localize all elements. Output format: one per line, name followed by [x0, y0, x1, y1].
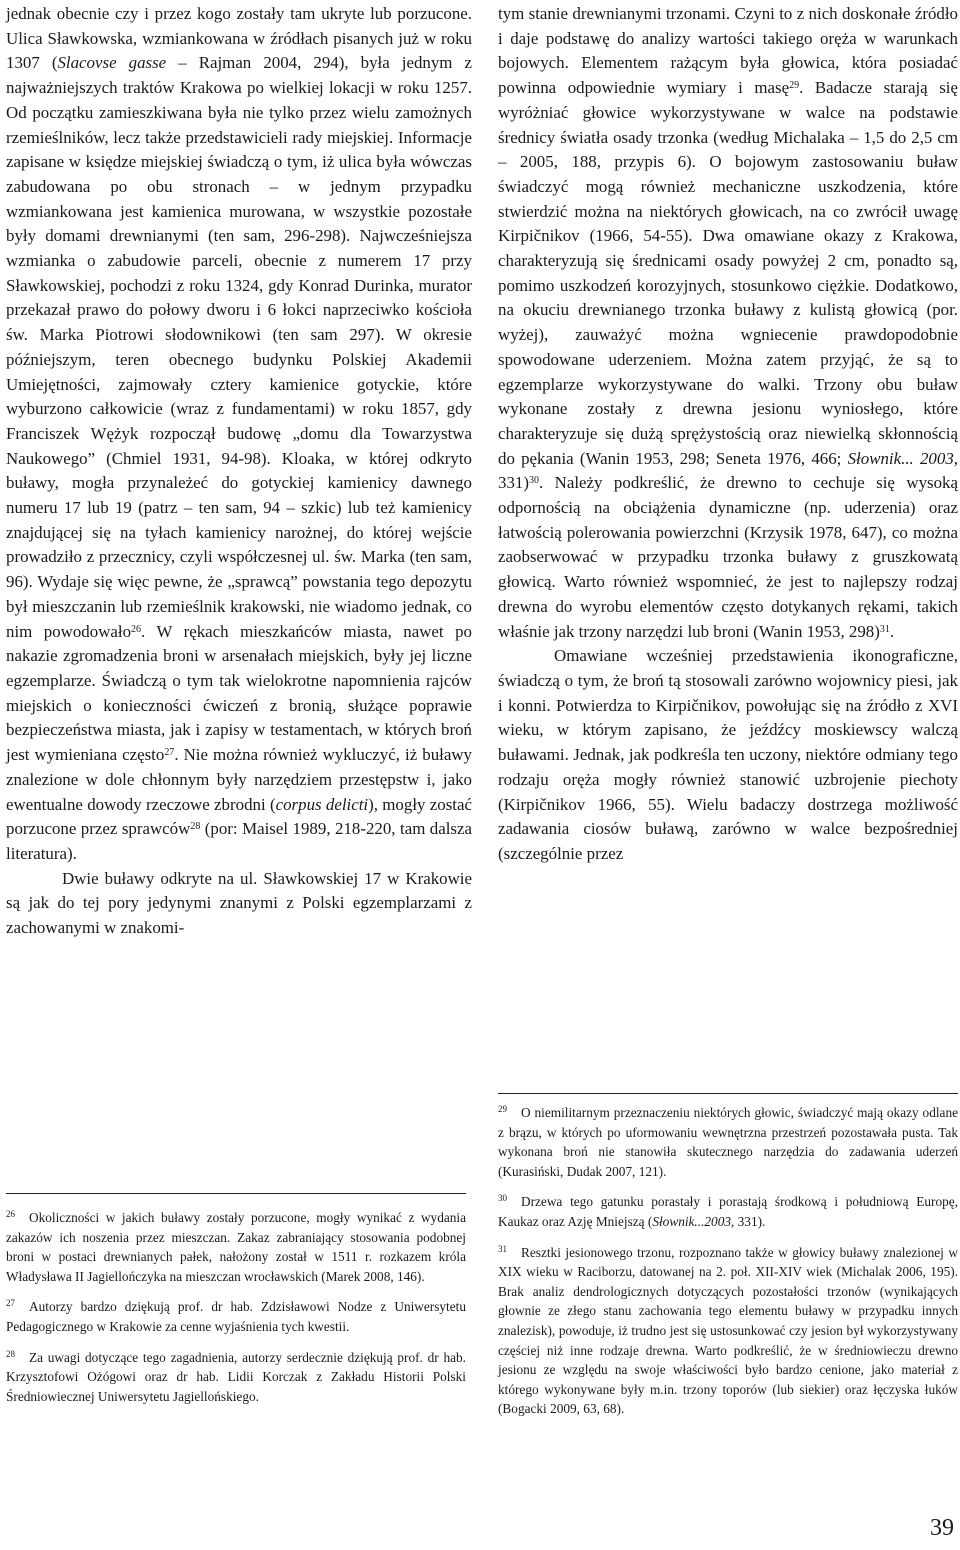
footnote-31 [498, 1240, 958, 1419]
text-run: . Nie można również wykluczyć, iż buławy znalezione w dole chłonnym były narzędziem przestępstw i, jako ewentualne dowody rzeczowe zbrodni ( [6, 745, 472, 814]
footnotes-left [6, 1205, 466, 1414]
footnote-text: O niemilitarnym przeznaczeniu niektórych głowic, świadczyć mają okazy odlane z brązu, w których po uformowaniu wewnętrzna przestrzeń pozostawała pusta. Tak wykonana broń nie stanowiła skutecznego narzędzia do zadawania uderzeń (Kurasiński, Dudak 2007, 121). [498, 1105, 958, 1179]
right-paragraph-1 [498, 2, 958, 644]
footnote-ref: 30 [528, 475, 539, 487]
text-run: ), mogły zostać porzucone przez sprawców [6, 794, 472, 839]
text-run: , 331) [498, 448, 959, 493]
italic-text: Słownik... 2003 [847, 448, 954, 468]
text-run: , 331). [731, 1213, 766, 1229]
footnote-text: Autorzy bardzo dziękują prof. dr hab. Zdzisławowi Nodze z Uniwersytetu Pedagogicznego w Krakowie za cenne wyjaśnienia tych kwestii. [6, 1299, 466, 1334]
right-column [498, 2, 958, 867]
page-number: 39 [930, 1515, 954, 1541]
footnote-ref: 26 [131, 623, 142, 635]
footnote-text: Okoliczności w jakich buławy zostały porzucone, mogły wynikać z wydania zakazów ich noszenia przez mieszczan. Zakaz zabraniający stosowania podobnej broni w postaci drewnianych pałek, nałożony został w 1511 r. rozkazem króla Władysława II Jagiellończyka na mieszczan wrocławskich (Marek 2008, 146). [6, 1210, 466, 1284]
footnote-number: 31 [498, 1243, 507, 1254]
italic-text: Słownik...2003 [652, 1213, 731, 1229]
text-run: . W rękach mieszkańców miasta, nawet po nakazie zgromadzenia broni w arsenałach miejskich, były jej liczne egzemplarze. Świadczą o tym tak wielokrotne napomnienia rajców miejskich o konieczności ćwiczeń z bronią, służące poprawie bezpieczeństwa miasta, jak i zapisy w testamentach, w których broń jest wymieniana często [6, 621, 472, 765]
footnote-30 [498, 1189, 958, 1231]
right-paragraph-2: Omawiane wcześniej przedstawienia ikonograficzne, świadczą o tym, że broń tą stosowali zarówno wojownicy piesi, jak i konni. Potwierdza to Kirpičnikov, powołując się na źródło z XVI wieku, w którym zapisano, że jeźdźcy moskiewscy walczą buławami. Jednak, jak podkreśla ten uczony, niektóre odmiany tego rodzaju oręża mogły również stanowić uzbrojenie piechoty (Kirpičnikov 1966, 55). Wielu badaczy dostrzega możliwość zadawania ciosów buławą, zarówno w walce bezpośredniej (szczególnie przez [498, 646, 958, 863]
footnote-text: Resztki jesionowego trzonu, rozpoznano także w głowicy buławy znalezionej w XIX wieku w Raciborzu, datowanej na 2. poł. XII-XIV wiek (Michalak 2006, 195). Brak analiz dendrologicznych dotyczących pozostałości trzonów (wynikających głownie ze złego stanu zachowania tego elementu buławy w przypadku innych znalezisk), powoduje, iż trudno jest się ustosunkować czy jesion był wykorzystywany częściej niż inne rodzaje drewna. Warto podkreślić, że w średniowieczu drewno jesionu ze względu na swoje właściwości było bardzo cenione, jako materiał z którego wykonywane były m.in. trzony toporów (lub siekier) oraz łęczyska łuków (Bogacki 2009, 63, 68). [498, 1244, 958, 1417]
footnote-rule-left [6, 1193, 466, 1194]
footnote-28 [6, 1345, 466, 1407]
left-paragraph-2: Dwie buławy odkryte na ul. Sławkowskiej 17 w Krakowie są jak do tej pory jedynymi znanymi z Polski egzemplarzami z zachowanymi w znakomi- [6, 868, 472, 938]
text-run: – Rajman 2004, 294), była jednym z najważniejszych traktów Krakowa po wielkiej lokacji w roku 1257. Od początku zamieszkiwana była nie tylko przez wielu zamożnych rzemieślników, lecz także przedstawicieli rady miejskiej. Informacje zapisane w księdze miejskiej świadczą o tym, iż ulica była wówczas zabudowana po obu stronach – w jednym przypadku wzmiankowana jest kamienica murowana, w wszystkie pozostałe były domami drewnianymi (ten sam, 296-298). Najwcześniejsza wzmianka o zabudowie parceli, obecnie z numerem 17 przy Sławkowskiej, pochodzi z roku 1324, gdy Konrad Durinka, murator przekazał prawo do połowy dworu i 6 łokci naprzeciwko kościoła św. Marka Piotrowi słodownikowi (ten sam 297). W okresie późniejszym, teren obecnego budynku Polskiej Akademii Umiejętności, zajmowały cztery kamienice gotyckie, które wyburzono całkowicie (wraz z fundamentami) w roku 1857, gdy Franciszek Wężyk rozpoczął budowę „domu dla Towarzystwa Naukowego” (Chmiel 1931, 94-98). Kloaka, w której odkryto buławy, mogła przynależeć do gotyckiej kamienicy dawnego numeru 17 lub 19 (patrz – ten sam, 94 – szkic) lub też kamienicy znajdującej się na tyłach kamienicy narożnej, do której wejście prowadziło z przecznicy, czyli współczesnej ul. św. Marka (ten sam, 96). Wydaje się więc pewne, że „sprawcą” powstania tego depozytu był mieszczanin lub rzemieślnik krakowski, nie wiadomo jednak, co nim powodowało [6, 53, 472, 641]
left-paragraph-1 [6, 2, 472, 867]
footnote-number: 26 [6, 1209, 15, 1219]
text-run: . Badacze starają się wyróżniać głowice wykorzystywane w walce na podstawie średnicy światła osady trzonka (według Michalaka – 1,5 do 2,5 cm – 2005, 188, przypis 6). O bojowym zastosowaniu buław świadczyć mogą również mechaniczne uszkodzenia, które stwierdzić można na niektórych głowicach, na co zwrócił uwagę Kirpičnikov (1966, 54-55). Dwa omawiane okazy z Krakowa, charakteryzują się średnicami osady powyżej 2 cm, ponadto są, pomimo uszkodzeń korozyjnych, stosunkowo ciężkie. Dodatkowo, na okuciu drewnianego trzonka buławy z kulistą głowicą (por. wyżej), zauważyć można wgniecenie prawdopodobnie spowodowane uderzeniem. Można zatem przyjąć, że są to egzemplarze wykorzystywane do walki. Trzony obu buław wykonane zostały z drewna jesionu wyniosłego, które charakteryzuje się dużą sprężystością oraz niewielką skłonnością do pękania (Wanin 1953, 298; Seneta 1976, 466; [498, 78, 958, 468]
footnote-ref: 27 [164, 747, 175, 759]
footnote-ref: 31 [879, 623, 890, 635]
text-run: jednak obecnie czy i przez kogo zostały tam ukryte lub porzucone. Ulica Sławkowska, wzmiankowana w źródłach pisanych już w roku 1307 ( [6, 4, 472, 73]
text-run: . [889, 621, 895, 641]
footnote-26 [6, 1205, 466, 1286]
right-body [498, 2, 958, 867]
italic-text: Slacovse gasse [57, 53, 167, 73]
footnote-ref: 29 [789, 80, 800, 92]
footnotes-right [498, 1100, 958, 1427]
text-run: (por: Maisel 1989, 218-220, tam dalsza literatura). [6, 819, 472, 863]
footnote-rule-right [498, 1093, 958, 1094]
footnote-ref: 28 [190, 821, 201, 833]
italic-text: corpus delicti [275, 794, 369, 814]
footnote-number: 30 [498, 1193, 507, 1204]
footnote-number: 29 [498, 1104, 507, 1114]
text-run: tym stanie drewnianymi trzonami. Czyni to z nich doskonałe źródło i daje podstawę do analizy wartości takiego oręża w warunkach bojowych. Elementem rażącym była głowica, która posiadać powinna odpowiednie wymiary i masę [498, 4, 958, 98]
footnote-29 [498, 1100, 958, 1181]
left-column [6, 2, 472, 941]
text-run: . Należy podkreślić, że drewno to cechuje się wysoką odpornością na obciążenia dynamiczne (np. uderzenia) oraz łatwością polerowania powierzchni (Krzysik 1978, 647), co można zaobserwować w przypadku trzonka buławy z gruszkowatą głowicą. Warto również wspomnieć, że jest to najlepszy rodzaj drewna do wyrobu elementów często dotykanych rękami, takich właśnie jak trzony narzędzi lub broni (Wanin 1953, 298) [498, 473, 958, 641]
footnote-number: 27 [6, 1298, 15, 1309]
text-run: Drzewa tego gatunku porastały i porastają środkową i południową Europę, Kaukaz oraz Azję Mniejszą ( [498, 1194, 958, 1229]
footnote-text: Za uwagi dotyczące tego zagadnienia, autorzy serdecznie dziękują prof. dr hab. Krzysztofowi Ożógowi oraz dr hab. Lidii Korczak z Zakładu Historii Polski Średniowiecznej Uniwersytetu Jagiellońskiego. [6, 1349, 466, 1404]
left-body [6, 2, 472, 941]
footnote-27 [6, 1294, 466, 1336]
footnote-number: 28 [6, 1348, 15, 1359]
